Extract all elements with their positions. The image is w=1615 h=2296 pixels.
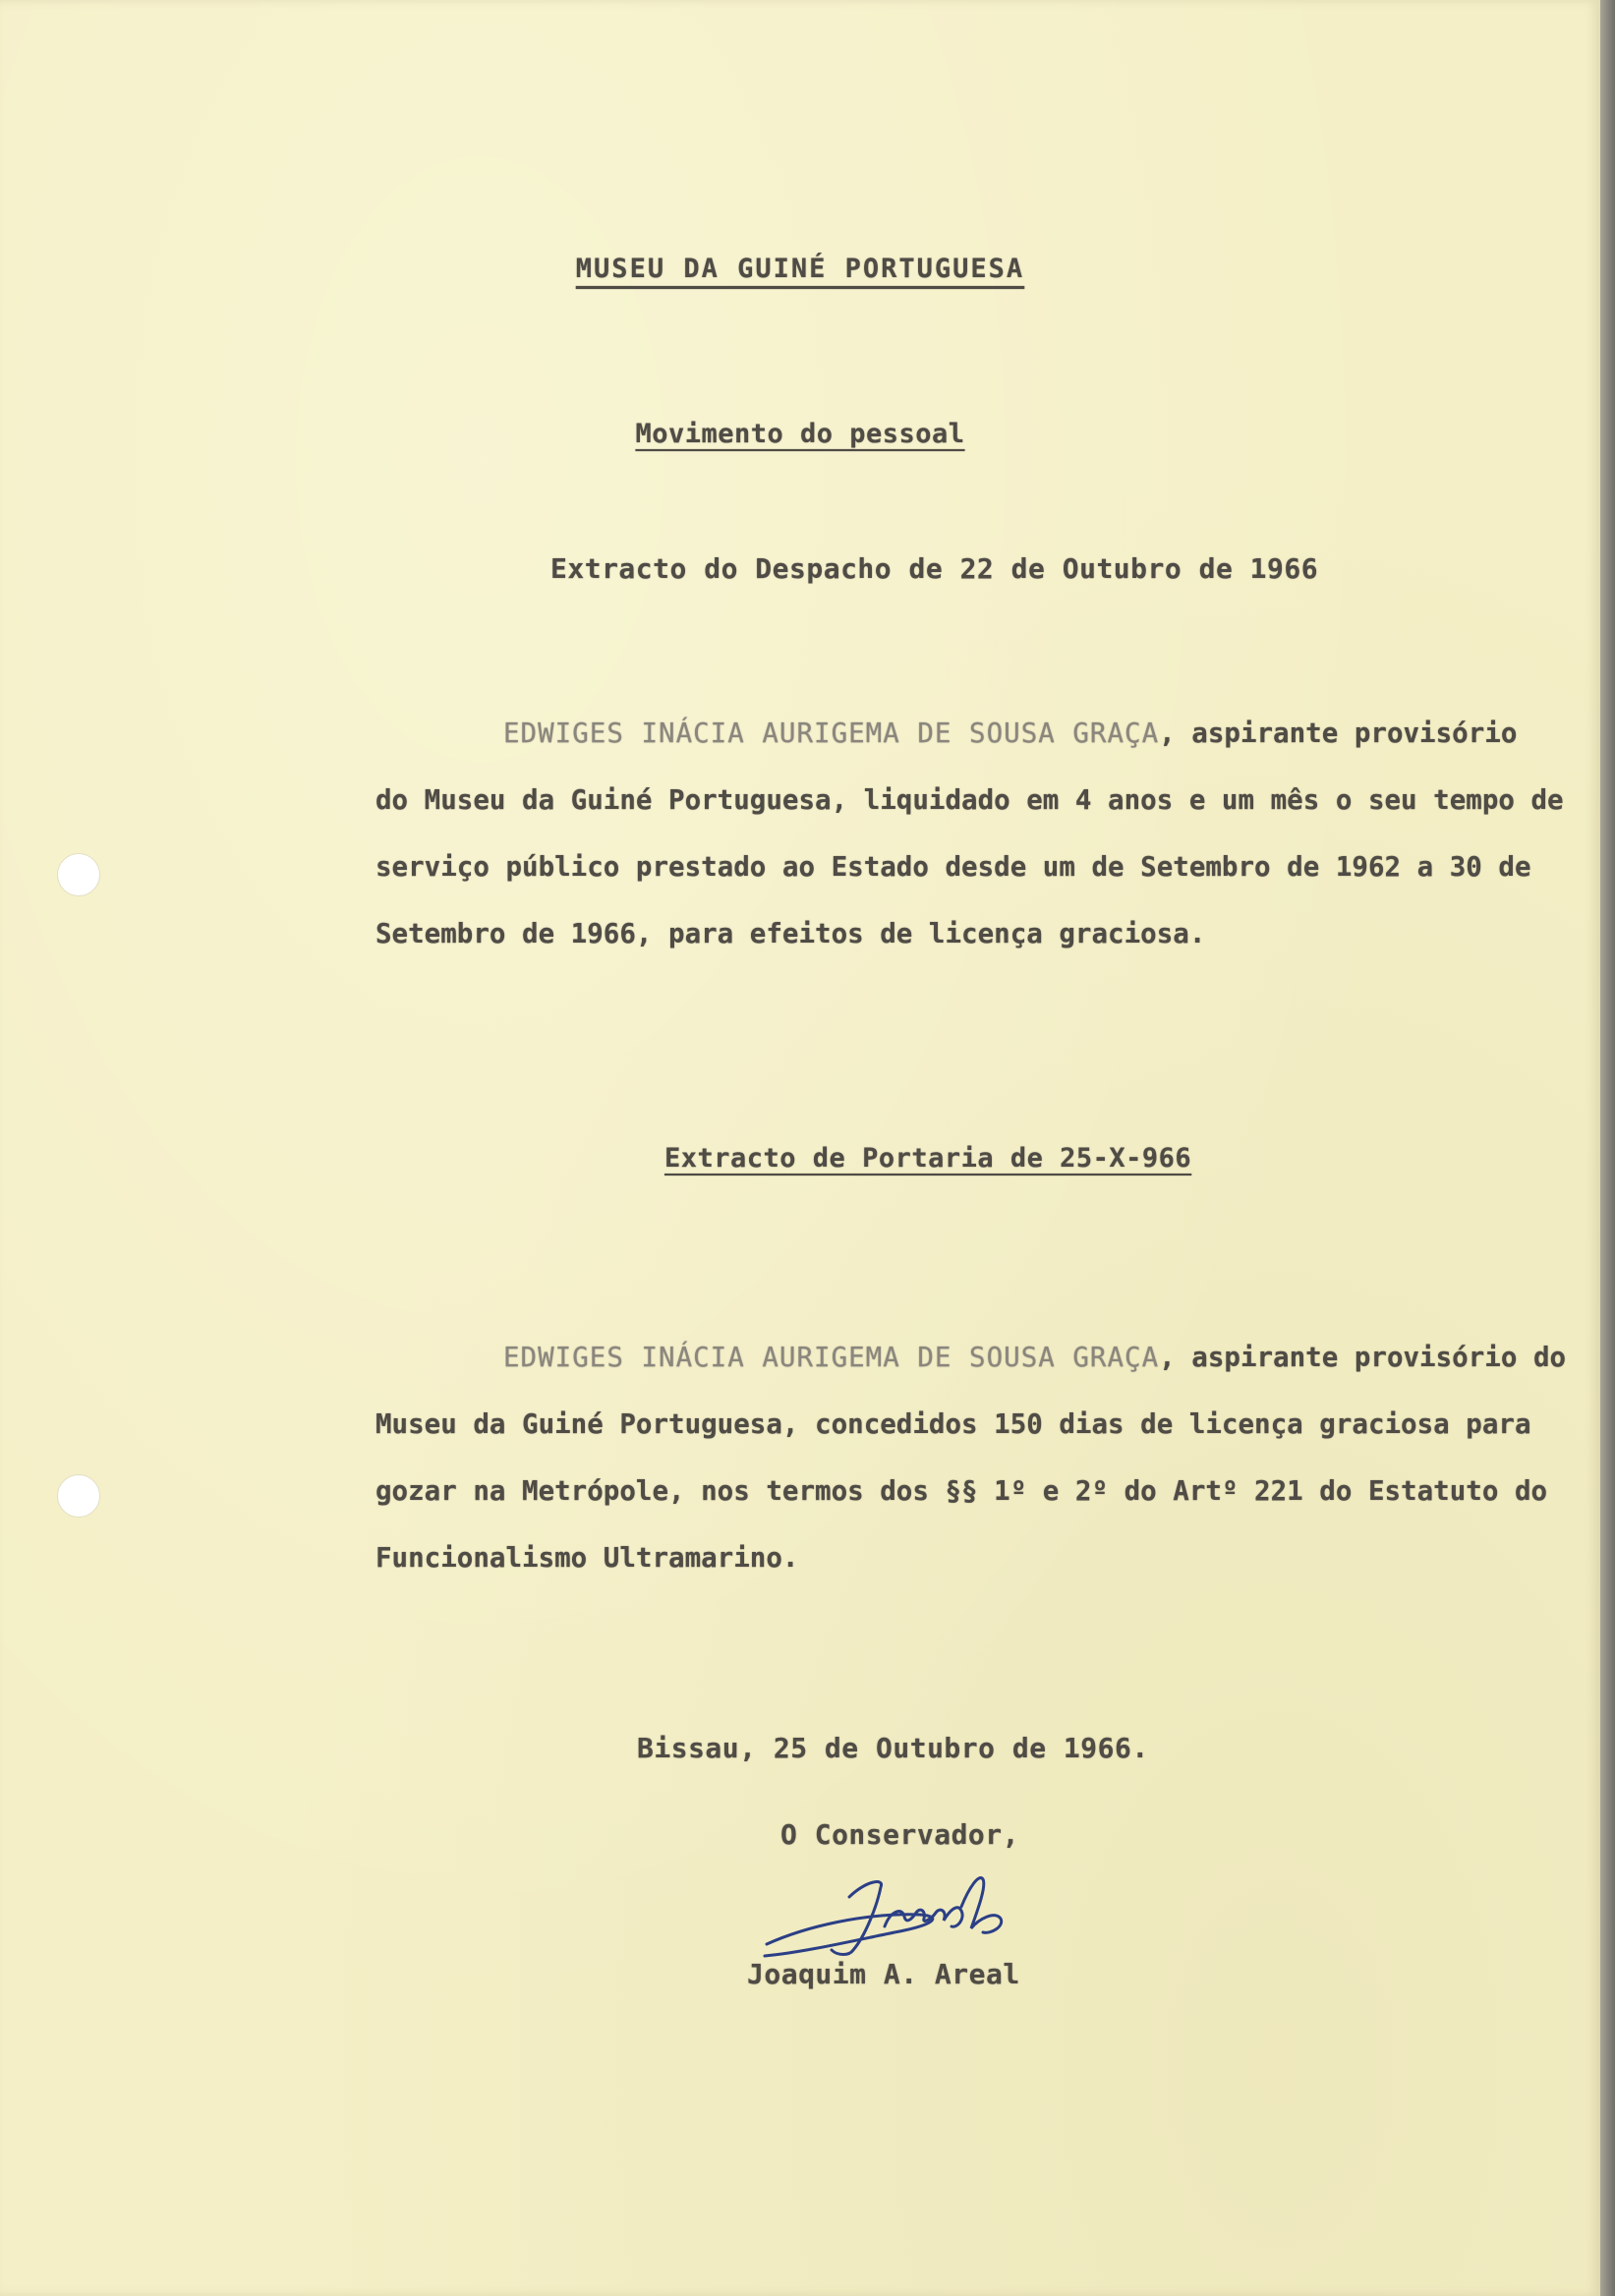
paragraph-text: , aspirante provisório do (1159, 1342, 1567, 1373)
page-edge (1600, 0, 1615, 2296)
paragraph-despacho (375, 700, 1565, 967)
paragraph-line (375, 700, 1565, 767)
paragraph-line: serviço público prestado ao Estado desde um de Setembro de 1962 a 30 de (375, 851, 1531, 883)
museum-title-text: MUSEU DA GUINÉ PORTUGUESA (575, 254, 1025, 284)
paragraph-line: do Museu da Guiné Portuguesa, liquidado em 4 anos e um mês o seu tempo de (375, 784, 1564, 816)
signatory-title: O Conservador, (780, 1818, 1020, 1851)
punch-hole (57, 853, 100, 896)
person-name: EDWIGES INÁCIA AURIGEMA DE SOUSA GRAÇA (503, 1342, 1160, 1373)
person-name: EDWIGES INÁCIA AURIGEMA DE SOUSA GRAÇA (503, 718, 1160, 749)
paragraph-line: gozar na Metrópole, nos termos dos §§ 1º e 2º do Artº 221 do Estatuto do (375, 1475, 1548, 1507)
paragraph-line (375, 1324, 1565, 1391)
punch-hole (57, 1474, 100, 1518)
signatory-name: Joaquim A. Areal (747, 1958, 1020, 1990)
paragraph-portaria (375, 1324, 1565, 1591)
paragraph-text: , aspirante provisório (1159, 718, 1518, 749)
section-heading-text: Movimento do pessoal (635, 419, 965, 449)
portaria-title (664, 1143, 1191, 1174)
museum-title (0, 254, 1600, 284)
section-heading (0, 419, 1600, 449)
despacho-title: Extracto do Despacho de 22 de Outubro de 1966 (550, 552, 1319, 585)
place-date: Bissau, 25 de Outubro de 1966. (637, 1732, 1149, 1764)
paragraph-line: Funcionalismo Ultramarino. (375, 1542, 799, 1574)
portaria-title-text: Extracto de Portaria de 25-X-966 (664, 1143, 1192, 1174)
paragraph-line: Museu da Guiné Portuguesa, concedidos 150 dias de licença graciosa para (375, 1408, 1531, 1440)
paragraph-line: Setembro de 1966, para efeitos de licença graciosa. (375, 918, 1206, 949)
